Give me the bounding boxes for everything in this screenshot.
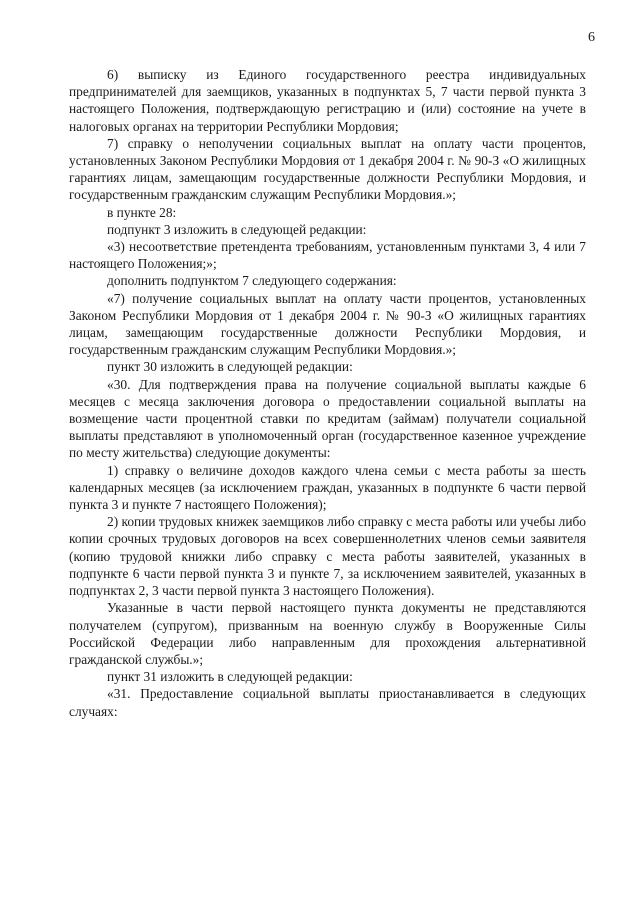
paragraph-point-28: в пункте 28:	[107, 204, 177, 220]
paragraph-point-30-item-2: 2) копии трудовых книжек заемщиков либо справку с места работы или учебы либо копии срочных трудовых договоров на всех совершеннолетних членов семьи заявителя (копию трудовой книжки либо справку с места работы заявителей, указанных в подпункте 6 части первой пункта 3 и пункте 7, за исключением заявителей, указанных в подпунктах 2, 3 части первой пункта 3 настоящего Положения).	[69, 514, 586, 599]
paragraph-item-7: 7) справку о неполучении социальных выплат на оплату части процентов, установленных Законом Республики Мордовия от 1 декабря 2004 г. № 90-З «О жилищных гарантиях лицам, замещающим государственные должности Республики Мордовия, и государственным гражданским служащим Республики Мордовия.»;	[69, 135, 586, 203]
paragraph-item-6: 6) выписку из Единого государственного реестра индивидуальных предпринимателей для заемщиков, указанных в подпунктах 5, 7 части первой пункта 3 настоящего Положения, подтверждающую регистрацию и (или) состояние на учете в налоговых органах на территории Республики Мордовия;	[69, 67, 586, 134]
paragraph-subpoint-7-text: «7) получение социальных выплат на оплату части процентов, установленных Законом Республики Мордовия от 1 декабря 2004 г. № 90-З «О жилищных гарантиях лицам, замещающим государственные должности Республики Мордовия, и государственным гражданским служащим Республики Мордовия.»;	[69, 290, 586, 358]
paragraph-subpoint-3-text: «3) несоответствие претендента требованиям, установленным пунктами 3, 4 или 7 настоящего Положения;»;	[69, 239, 586, 272]
paragraph-point-30-item-1: 1) справку о величине доходов каждого члена семьи с места работы за шесть календарных месяцев (за исключением граждан, указанных в подпункте 6 части первой пункта 3 и пункте 7 настоящего Положения);	[69, 462, 586, 513]
paragraph-point-30-note: Указанные в части первой настоящего пункта документы не представляются получателем (супругом), призванным на военную службу в Вооруженные Силы Российской Федерации либо направленным для прохождения альтернативной гражданской службы.»;	[69, 600, 586, 667]
document-body	[69, 66, 586, 720]
paragraph-point-30-text: «30. Для подтверждения права на получение социальной выплаты каждые 6 месяцев с месяца заключения договора о предоставлении социальной выплаты на возмещение части процентной ставки по кредитам (займам) получатели социальной выплаты представляют в уполномоченный орган (государственное казенное учреждение по месту жительства) следующие документы:	[69, 376, 586, 461]
paragraph-subpoint-7-instruction: дополнить подпунктом 7 следующего содержания:	[107, 273, 397, 289]
paragraph-point-31-text: «31. Предоставление социальной выплаты приостанавливается в следующих случаях:	[69, 686, 586, 719]
paragraph-subpoint-3-instruction: подпункт 3 изложить в следующей редакции:	[107, 221, 367, 237]
paragraph-point-31-instruction: пункт 31 изложить в следующей редакции:	[107, 669, 353, 685]
paragraph-point-30-instruction: пункт 30 изложить в следующей редакции:	[107, 359, 353, 375]
page-number: 6	[588, 30, 595, 45]
